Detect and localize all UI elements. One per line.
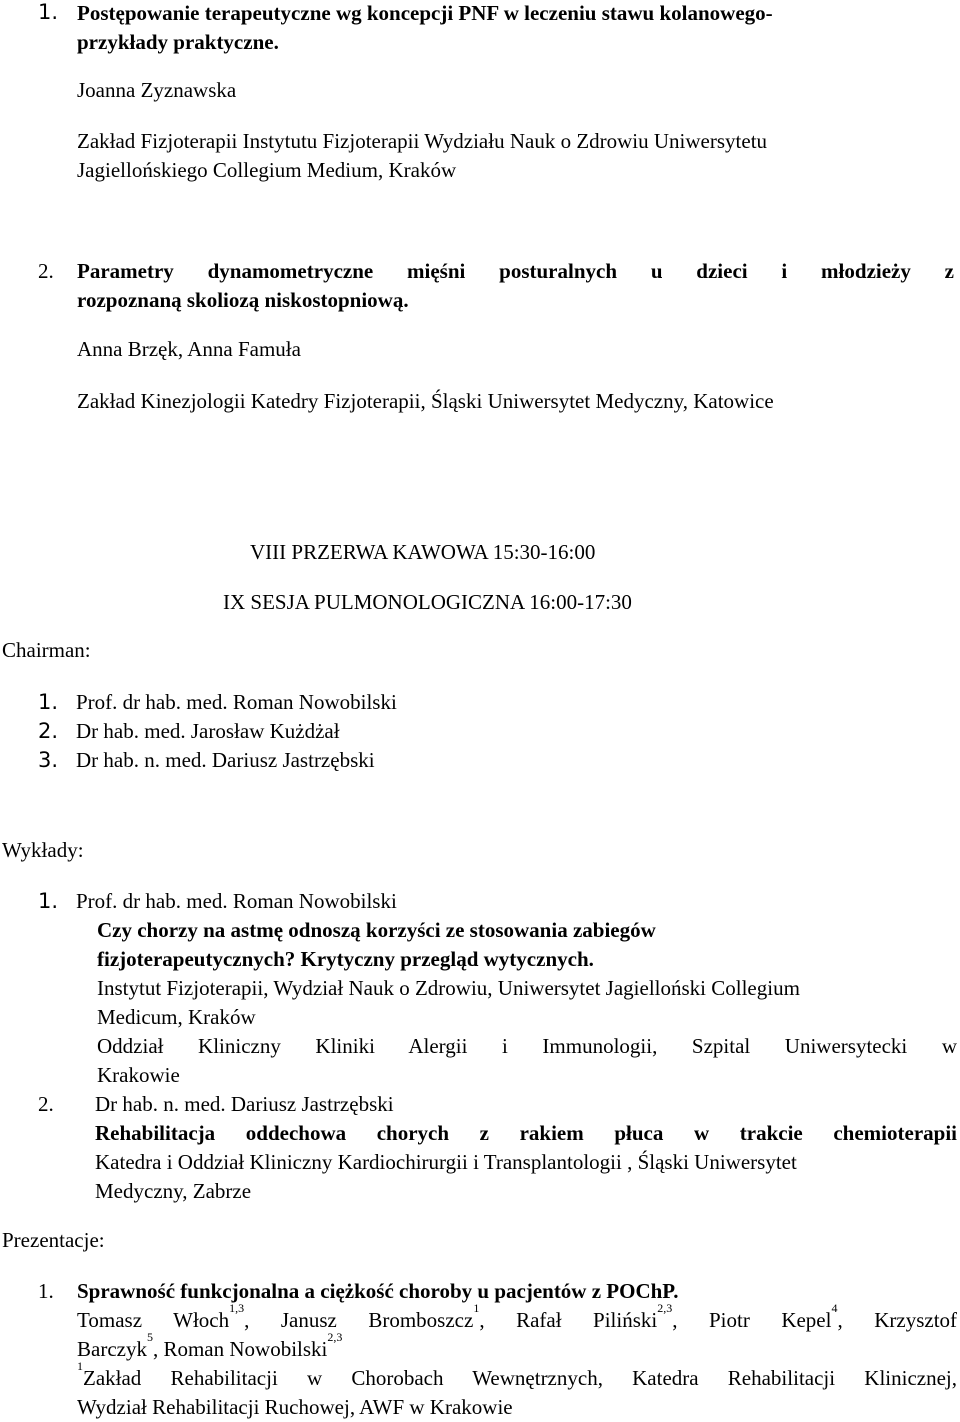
author-name: Roman Nowobilski (163, 1337, 328, 1361)
chairman-label: Chairman: (2, 638, 91, 662)
author-affiliation-sup: 2,3 (657, 1301, 673, 1315)
author-name: Janusz Bromboszcz (280, 1308, 474, 1332)
lecture-2-affiliation-line1: Katedra i Oddział Kliniczny Kardiochirurgii i Transplantologii , Śląski Uniwersytet (95, 1150, 797, 1174)
talk-2-affiliation: Zakład Kinezjologii Katedry Fizjoterapii, Śląski Uniwersytet Medyczny, Katowice (77, 389, 774, 413)
lecture-2-header (38, 1090, 394, 1119)
chairman-list (38, 688, 397, 775)
lecture-2-number: 2. (38, 1092, 54, 1116)
author-affiliation-sup: 1,3 (229, 1301, 245, 1315)
lecture-2-affiliation-line2: Medyczny, Zabrze (95, 1179, 252, 1203)
break-heading: VIII PRZERWA KAWOWA 15:30-16:00 (250, 540, 596, 564)
presentation-1-authors-line2 (77, 1330, 957, 1364)
lecture-1-number: 1. (38, 889, 59, 913)
lecture-1-title-line1: Czy chorzy na astmę odnoszą korzyści ze stosowania zabiegów (97, 918, 656, 942)
chairman-item-number: 2. (38, 719, 59, 743)
author-affiliation-sup: 2,3 (327, 1330, 343, 1344)
author-name: Tomasz Włoch (77, 1308, 230, 1332)
talk-1-affiliation-line2: Jagiellońskiego Collegium Medium, Kraków (77, 158, 457, 182)
lecture-1-affiliation-2-line2: Krakowie (97, 1063, 180, 1087)
talk-1-title-line1: Postępowanie terapeutyczne wg koncepcji PNF w leczeniu stawu kolanowego- (77, 1, 773, 25)
author-separator: , (672, 1308, 709, 1332)
talk-1-title (77, 0, 957, 57)
chairman-item-number: 3. (38, 748, 59, 772)
talk-2-title-line1: Parametry dynamometryczne mięśni posturalnych u dzieci i młodzieży z (77, 259, 954, 283)
talk-1-affiliation-line1: Zakład Fizjoterapii Instytutu Fizjoterapii Wydziału Nauk o Zdrowiu Uniwersytetu (77, 129, 768, 153)
lecture-1-affiliation-1-line1: Instytut Fizjoterapii, Wydział Nauk o Zdrowiu, Uniwersytet Jagielloński Collegium (97, 976, 800, 1000)
talk-2-title-line2: rozpoznaną skoliozą niskostopniową. (77, 288, 409, 312)
talk-1-authors: Joanna Zyznawska (77, 78, 237, 102)
chairman-item-name: Prof. dr hab. med. Roman Nowobilski (76, 690, 397, 714)
author-affiliation-sup: 5 (146, 1330, 153, 1344)
affiliation-text: Zakład Rehabilitacji w Chorobach Wewnętrznych, Katedra Rehabilitacji Klinicznej, (83, 1366, 957, 1390)
presentation-1-affiliation-line2: Wydział Rehabilitacji Ruchowej, AWF w Krakowie (77, 1395, 513, 1419)
talk-1-number: 1. (38, 0, 59, 24)
lecture-1-body (97, 916, 957, 1090)
affiliation-sup: 1 (77, 1359, 83, 1373)
lecture-1-affiliation-2-line1: Oddział Kliniczny Kliniki Alergii i Immunologii, Szpital Uniwersytecki w (97, 1034, 957, 1058)
session-heading: IX SESJA PULMONOLOGICZNA 16:00-17:30 (223, 590, 632, 614)
presentation-1-authors (77, 1301, 958, 1422)
chairman-item-name: Dr hab. med. Jarosław Kużdżał (76, 719, 340, 743)
talk-2-number: 2. (38, 259, 54, 283)
author-separator: , (152, 1337, 164, 1361)
presentation-1-number: 1. (38, 1279, 54, 1303)
author-name-first: Krzysztof (874, 1308, 958, 1332)
lecture-1-affiliation-1-line2: Medicum, Kraków (97, 1005, 256, 1029)
lecture-1-title-line2: fizjoterapeutycznych? Krytyczny przegląd wytycznych. (97, 947, 594, 971)
chairman-item (38, 746, 397, 775)
lectures-label: Wykłady: (2, 838, 84, 862)
presentation-1-affiliation-line1 (77, 1359, 957, 1393)
author-affiliation-sup: 1 (473, 1301, 480, 1315)
author-name-last: Barczyk (77, 1337, 147, 1361)
presentations-label: Prezentacje: (2, 1228, 105, 1252)
author-separator: , (479, 1308, 517, 1332)
author-separator: , (837, 1308, 875, 1332)
chairman-item-number: 1. (38, 690, 59, 714)
presentation-1-authors-line1 (77, 1301, 958, 1335)
author-name: Piotr Kepel (708, 1308, 832, 1332)
lecture-2-body (95, 1119, 957, 1206)
talk-1-affiliation (77, 127, 957, 185)
lecture-2-title: Rehabilitacja oddechowa chorych z rakiem płuca w trakcie chemioterapii (95, 1121, 957, 1145)
author-name: Rafał Piliński (516, 1308, 658, 1332)
author-affiliation-sup: 4 (831, 1301, 838, 1315)
presentation-1-title: Sprawność funkcjonalna a ciężkość choroby u pacjentów z POChP. (77, 1279, 679, 1303)
chairman-item-name: Dr hab. n. med. Dariusz Jastrzębski (76, 748, 375, 772)
lecture-2-speaker: Dr hab. n. med. Dariusz Jastrzębski (95, 1092, 394, 1116)
talk-1-title-line2: przykłady praktyczne. (77, 30, 279, 54)
lecture-1-header (38, 887, 397, 916)
chairman-item (38, 688, 397, 717)
talk-2-title (77, 257, 954, 315)
talk-2-authors: Anna Brzęk, Anna Famuła (77, 337, 301, 361)
lecture-1-speaker: Prof. dr hab. med. Roman Nowobilski (76, 889, 397, 913)
author-separator: , (244, 1308, 281, 1332)
chairman-item (38, 717, 397, 746)
presentation-1-header (38, 1277, 678, 1306)
